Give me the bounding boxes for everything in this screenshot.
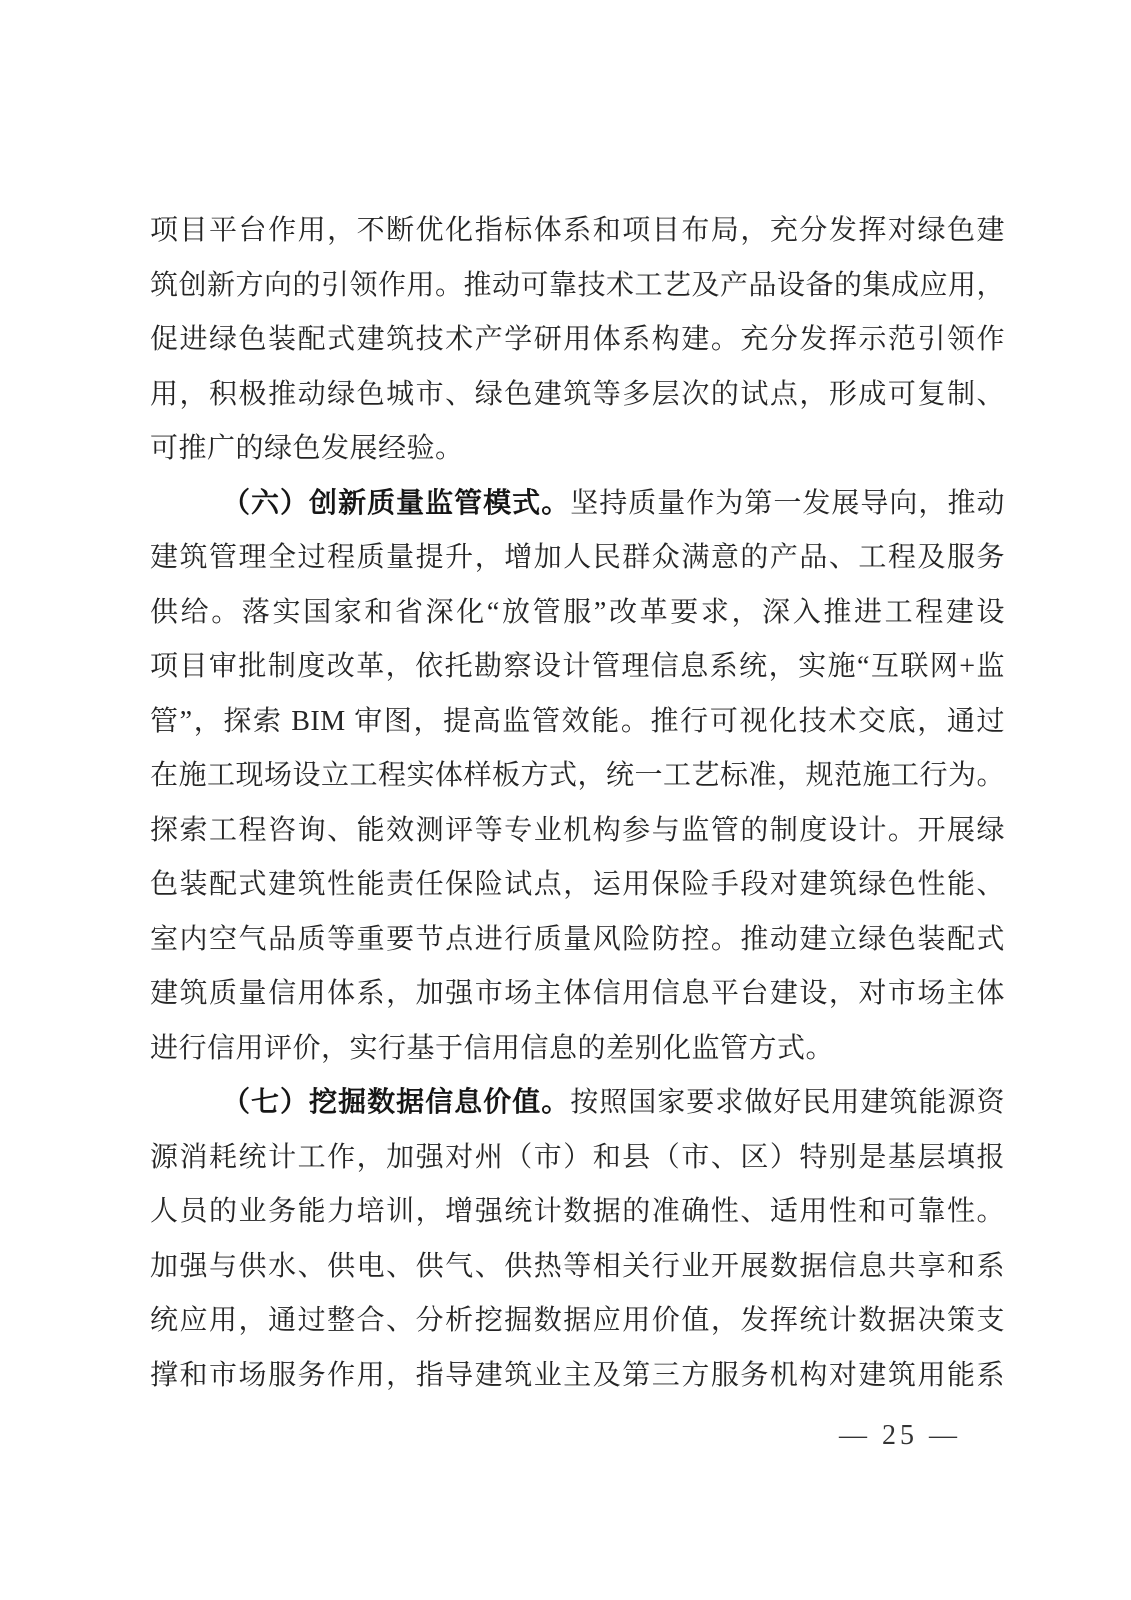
paragraph-1 — [150, 204, 1005, 477]
body-line: 管”，探索 BIM 审图，提高监管效能。推行可视化技术交底，通过 — [150, 705, 1005, 737]
body-line: 建筑管理全过程质量提升，增加人民群众满意的产品、工程及服务 — [150, 542, 1005, 573]
page-number: — 25 — — [839, 1420, 961, 1451]
body-line: 在施工现场设立工程实体样板方式，统一工艺标准，规范施工行为。 — [150, 760, 1006, 791]
body-line: 加强与供水、供电、供气、供热等相关行业开展数据信息共享和系 — [150, 1250, 1005, 1282]
body-line: 色装配式建筑性能责任保险试点，运用保险手段对建筑绿色性能、 — [150, 869, 1005, 900]
body-line: 筑创新方向的引领作用。推动可靠技术工艺及产品设备的集成应用， — [150, 269, 1006, 301]
body-line: 室内空气品质等重要节点进行质量风险防控。推动建立绿色装配式 — [150, 923, 1005, 955]
section-7-heading: （七）挖掘数据信息价值。 — [222, 1087, 571, 1118]
paragraph-2 — [150, 477, 1005, 1077]
body-line: 源消耗统计工作，加强对州（市）和县（市、区）特别是基层填报 — [150, 1141, 1005, 1173]
section-6-heading: （六）创新质量监管模式。 — [222, 487, 571, 519]
section-7-lead-text: 按照国家要求做好民用建筑能源资 — [570, 1087, 1005, 1118]
section-6-lead-text: 坚持质量作为第一发展导向，推动 — [570, 487, 1005, 519]
body-line: 促进绿色装配式建筑技术产学研用体系构建。充分发挥示范引领作 — [150, 324, 1005, 355]
body-line: 进行信用评价，实行基于信用信息的差别化监管方式。 — [150, 1032, 835, 1064]
body-line: 用，积极推动绿色城市、绿色建筑等多层次的试点，形成可复制、 — [150, 378, 1005, 410]
body-line — [150, 1076, 1005, 1131]
body-line: 项目审批制度改革，依托勘察设计管理信息系统，实施“互联网+监 — [150, 651, 1005, 682]
body-line: 项目平台作用，不断优化指标体系和项目布局，充分发挥对绿色建 — [150, 215, 1005, 246]
body-line: 可推广的绿色发展经验。 — [150, 433, 464, 464]
body-line: 供给。落实国家和省深化“放管服”改革要求，深入推进工程建设 — [150, 596, 1005, 628]
body-line: 建筑质量信用体系，加强市场主体信用信息平台建设，对市场主体 — [150, 978, 1005, 1009]
body-line: 撑和市场服务作用，指导建筑业主及第三方服务机构对建筑用能系 — [150, 1359, 1005, 1391]
body-line: 统应用，通过整合、分析挖掘数据应用价值，发挥统计数据决策支 — [150, 1305, 1005, 1336]
body-line: 人员的业务能力培训，增强统计数据的准确性、适用性和可靠性。 — [150, 1196, 1005, 1227]
body-line — [150, 477, 1005, 532]
body-line: 探索工程咨询、能效测评等专业机构参与监管的制度设计。开展绿 — [150, 814, 1005, 846]
document-body — [150, 204, 1005, 1403]
paragraph-3 — [150, 1076, 1005, 1403]
